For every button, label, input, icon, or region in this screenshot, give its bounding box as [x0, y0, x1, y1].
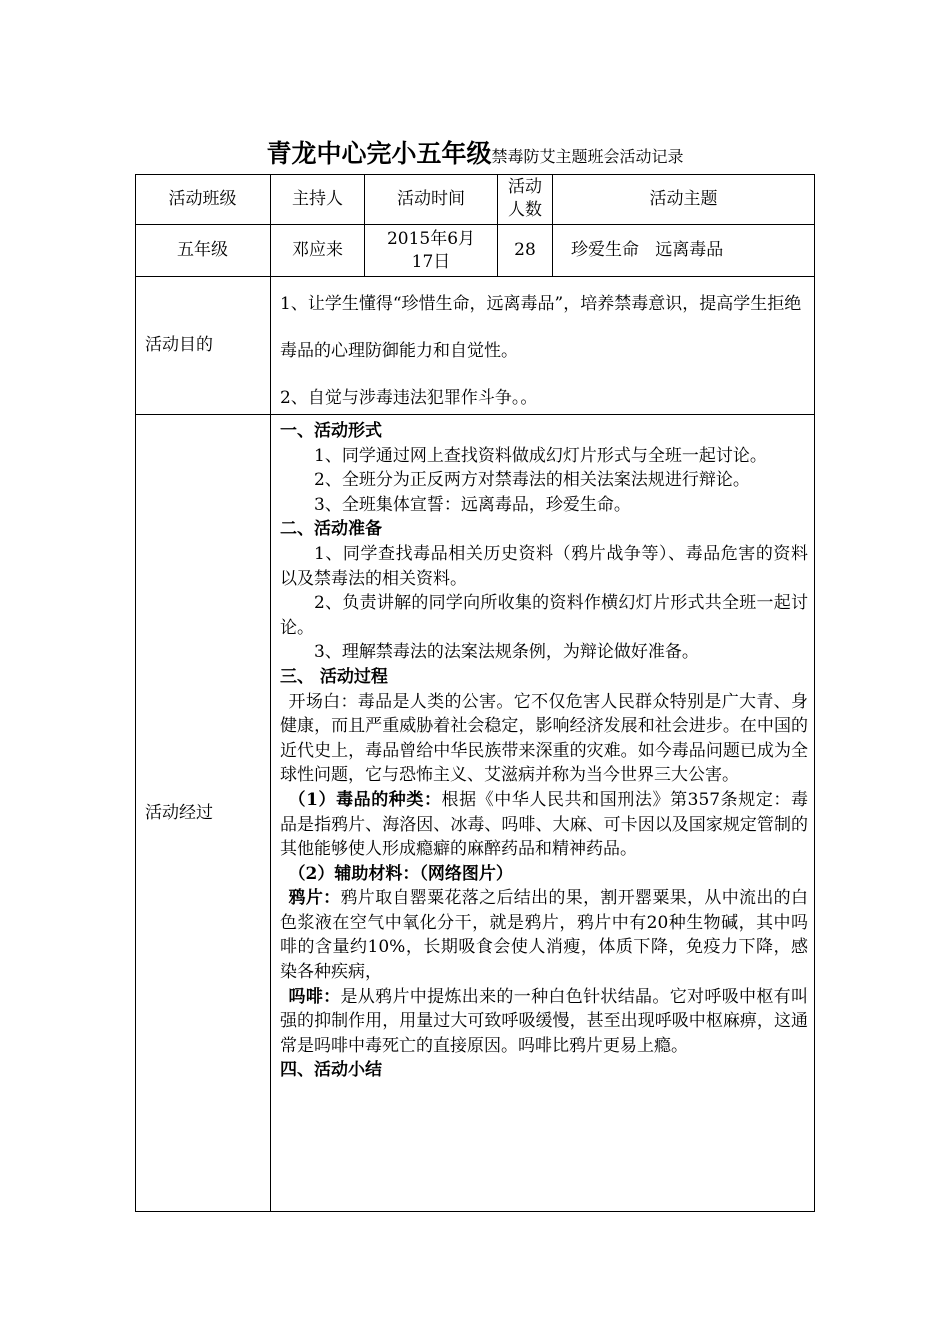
purpose-item: 1、让学生懂得“珍惜生命，远离毒品”，培养禁毒意识，提高学生拒绝毒品的心理防御能力和自觉性。	[280, 294, 802, 361]
header-host	[271, 174, 364, 224]
value-time	[365, 225, 497, 276]
process-label: 活动经过	[145, 802, 213, 823]
paragraph: 2、负责讲解的同学向所收集的资料作横幻灯片形式共全班一起讨论。	[280, 593, 808, 638]
section-heading: 二、活动准备	[280, 519, 382, 540]
paragraph: 1、同学查找毒品相关历史资料（鸦片战争等）、毒品危害的资料以及禁毒法的相关资料。	[280, 543, 808, 589]
header-class	[135, 174, 270, 224]
document-title	[0, 134, 950, 170]
paragraph	[280, 985, 808, 1059]
inline-label: 鸦片：	[288, 888, 341, 909]
section-heading: 三、 活动过程	[280, 666, 388, 687]
inline-label: 吗啡：	[288, 986, 341, 1007]
header-time-label: 活动时间	[397, 188, 465, 209]
purpose-content	[280, 281, 810, 422]
title-sub: 禁毒防艾主题班会活动记录	[491, 147, 684, 166]
value-class	[135, 225, 270, 276]
process-label-cell	[135, 415, 270, 1211]
header-theme	[553, 174, 814, 224]
inline-label: （1）毒品的种类：	[288, 789, 442, 810]
paragraph: 3、理解禁毒法的法案法规条例，为辩论做好准备。	[314, 642, 699, 663]
time-value-line1: 2015年6月	[386, 228, 476, 249]
activity-record-table	[135, 174, 815, 1212]
inline-text: 鸦片取自罂粟花落之后结出的果，割开罂粟果，从中流出的白色浆液在空气中氧化分干，就是鸦片，鸦片中有20种生物碱，其中吗啡的含量约10%，长期吸食会使人消瘦，体质下降，免疫力下降，感染各种疾病，	[280, 888, 809, 983]
table-border-right	[814, 174, 815, 1212]
paragraph	[280, 886, 808, 984]
section-heading: 四、活动小结	[280, 1060, 382, 1081]
value-theme	[553, 225, 814, 276]
header-time	[365, 174, 497, 224]
paragraph: 1、同学通过网上查找资料做成幻灯片形式与全班一起讨论。	[314, 445, 767, 466]
paragraph	[280, 788, 808, 862]
value-host	[271, 225, 364, 276]
header-count	[498, 174, 552, 224]
section-heading: 一、活动形式	[280, 421, 382, 441]
table-border-bottom	[135, 1211, 815, 1212]
purpose-label: 活动目的	[145, 335, 213, 355]
header-host-label: 主持人	[292, 188, 343, 209]
title-main: 青龙中心完小五年级	[266, 139, 492, 168]
paragraph: 2、全班分为正反两方对禁毒法的相关法案法规进行辩论。	[314, 470, 750, 491]
time-value-line2: 17日	[411, 251, 451, 272]
purpose-item: 2、自觉与涉毒违法犯罪作斗争。。	[280, 388, 538, 408]
subheading: （2）辅助材料：（网络图片）	[288, 863, 513, 884]
paragraph: 开场白：毒品是人类的公害。它不仅危害人民群众特别是广大青、身健康，而且严重威胁着社会稳定，影响经济发展和社会进步。在中国的近代史上，毒品曾给中华民族带来深重的灾难。如今毒品问题已成为全球性问题，它与恐怖主义、艾滋病并称为当今世界三大公害。	[280, 691, 808, 786]
host-value: 邓应来	[292, 240, 343, 260]
inline-text: 是从鸦片中提炼出来的一种白色针状结晶。它对呼吸中枢有叫强的抑制作用，用量过大可致呼吸缓慢，甚至出现呼吸中枢麻痹，这通常是吗啡中毒死亡的直接原因。吗啡比鸦片更易上瘾。	[280, 986, 809, 1056]
class-value: 五年级	[177, 240, 228, 260]
process-content	[280, 419, 808, 1083]
header-class-label: 活动班级	[168, 188, 237, 209]
purpose-label-cell	[135, 277, 270, 414]
value-count	[498, 225, 552, 276]
header-theme-label: 活动主题	[649, 188, 718, 209]
paragraph: 3、全班集体宣誓：远离毒品，珍爱生命。	[314, 494, 631, 515]
table-col-divider	[270, 174, 271, 1212]
inline-text: 根据《中华人民共和国刑法》第357条规定：毒品是指鸦片、海洛因、冰毒、吗啡、大麻、可卡因以及国家规定管制的其他能够使人形成瘾癖的麻醉药品和精神药品。	[280, 789, 808, 860]
header-count-label: 活动 人数	[508, 177, 542, 220]
theme-value: 珍爱生命 远离毒品	[571, 240, 724, 260]
count-value: 28	[514, 240, 536, 260]
